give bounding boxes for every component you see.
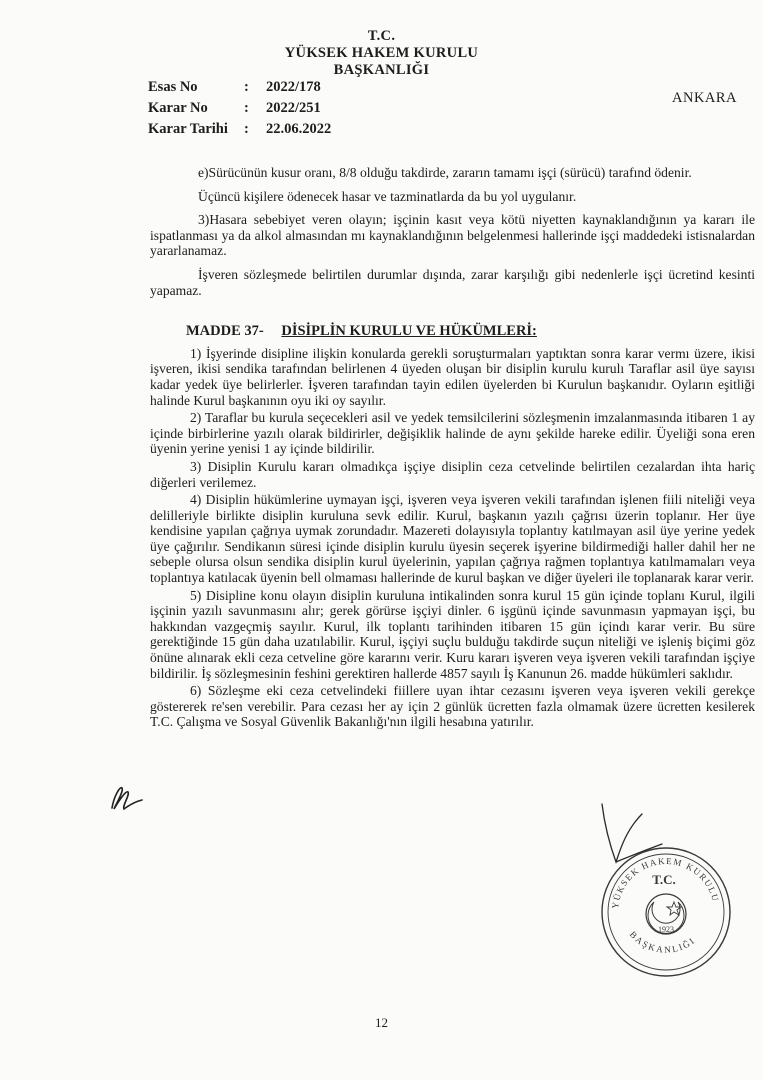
city-label: ANKARA (672, 90, 738, 106)
article-number: MADDE 37- (186, 323, 264, 340)
paragraph: e)Sürücünün kusur oranı, 8/8 olduğu takdirde, zararın tamamı işçi (sürücü) tarafınd ödenir. (198, 165, 692, 180)
paragraph: İşveren sözleşmede belirtilen durumlar dışında, zarar karşılığı gibi nedenlerle işçi ücretind kesinti yapamaz. (150, 266, 755, 298)
paragraph: 3)Hasara sebebiyet veren olayın; işçinin kasıt veya kötü niyetten kaynaklandığının ya kararı ile ispatlanması ya da alkol almasından mı kaynaklandığının belgelenmesi hallerinde işçi maddedeki istisnalardan yararlanamaz. (150, 212, 755, 259)
meta-value: 22.06.2022 (266, 121, 332, 137)
official-seal (596, 842, 736, 982)
seal-arc-top: YÜKSEK HAKEM KURULU (610, 855, 721, 910)
header-line-tc: T.C. (367, 28, 396, 44)
seal-year: 1923 (658, 925, 674, 934)
meta-key: Karar Tarihi (148, 121, 228, 137)
header-line-institution: YÜKSEK HAKEM KURULU (284, 45, 479, 61)
meta-sep: : (244, 121, 249, 137)
article-paragraph: 4) Disiplin hükümlerine uymayan işçi, işveren veya işveren vekili tarafından işlenen fiili niteliği veya delilleriyle birlikte disiplin kuruluna sevk edilir. Kurul, başkanın yazılı çağrısı üzerin toplanır. Her üye kendisine yapılan çağrıya uymak zorundadır. Mazereti dolayısıyla toplantıy katılmayan asil üye yerine yedek üye çağırılır. Sendikanın süresi içinde disiplin kurulu üyesin seçerek işyerine bildirmediği haller dahil her ne sebeple olursa olsun sendika disiplin kurul üyelerinin, yapılan çağrıya rağmen toplantıya katılmamaları veya toplantıya katılacak üyenin bell olmaması hallerinde de kurul başkan ve diğer üyeleri ile toplanarak karar verir. (150, 492, 755, 586)
article-heading (150, 324, 755, 340)
meta-row-karar-tarihi (148, 119, 331, 140)
seal-center-text: T.C. (652, 872, 676, 887)
article-paragraph: 1) İşyerinde disipline ilişkin konularda gerekli soruşturmaları yaptıktan sonra karar vermı üzere, ikisi işveren, ikisi sendika tarafından belirlenen 4 üyeden oluşan bir disiplin kurulu kurulı Taraflar asil üye sayısı kadar yedek üye belirlerler. İşveren tarafından tayin edilen üyelerden bi Kurulun başkanıdır. Oyların eşitliği halinde Kurul başkanının oyu iki oy sayılır. (150, 345, 755, 408)
seal-arc-bottom: BAŞKANLIĞI (627, 929, 698, 955)
article-title: DİSİPLİN KURULU VE HÜKÜMLERİ: (281, 323, 537, 340)
meta-row-karar (148, 98, 331, 119)
handwritten-initials (108, 782, 148, 812)
case-metadata (148, 77, 331, 140)
document-body (150, 165, 755, 732)
article-paragraph: 2) Taraflar bu kurula seçecekleri asil ve yedek temsilcilerini sözleşmenin imzalanmasında itibaren 1 ay içinde birbirlerine yazılı olarak bildirirler, değişiklik halinde de aynı şekilde hareke edilir. Üyeliği sona eren üyenin yerine yenisi 1 ay içinde bildirilir. (150, 410, 755, 457)
meta-row-esas (148, 77, 331, 98)
document-header (0, 28, 763, 79)
article-paragraph: 3) Disiplin Kurulu kararı olmadıkça işçiye disiplin ceza cetvelinde belirtilen cezalardan ihta hariç diğerleri verilemez. (150, 458, 755, 490)
article-paragraph: 6) Sözleşme eki ceza cetvelindeki fiillere uyan ihtar cezasını işveren veya işveren vekili gerekçe göstererek re'sen verebilir. Para cezası her ay için 2 günlük ücretten fazla olmamak üzere ücretten kesilerek T.C. Çalışma ve Sosyal Güvenlik Bakanlığı'nın ilgili hesabına yatırılır. (150, 683, 755, 730)
article-paragraph: 5) Disipline konu olayın disiplin kuruluna intikalinden sonra kurul 15 gün içinde toplanı Kurul, ilgili işçinin yazılı savunmasını alır; gerek görürse işçiyi dinler. 6 işgünü içinde savunmasın yapmayan işçi, bu hakkından vazgeçmiş sayılır. Kurul, ilk toplantı tarihinden itibaren 15 gün içindı karar verir. Bu süre gerektiğinde 15 gün daha uzatılabilir. Kurul, işçiyi suçlu bulduğu takdirde suçun niteliği ve işleniş biçimi göz önüne alınarak ekli ceza cetveline göre kararını verir. Kuru kararı işveren veya işveren vekili tarafından işçiye bildirilir. İş sözleşmesinin feshini gerektiren hallerde 4857 sayılı İş Kanunun 26. madde hükümleri saklıdır. (150, 587, 755, 681)
paragraph: Üçüncü kişilere ödenecek hasar ve tazminatlarda da bu yol uygulanır. (198, 188, 577, 204)
meta-value: 2022/251 (266, 100, 321, 116)
meta-sep: : (244, 79, 249, 95)
meta-key: Esas No (148, 79, 198, 95)
meta-key: Karar No (148, 100, 208, 116)
meta-value: 2022/178 (266, 79, 321, 95)
meta-sep: : (244, 100, 249, 116)
header-line-presidency: BAŞKANLIĞI (333, 62, 430, 78)
page-number: 12 (375, 1015, 388, 1030)
